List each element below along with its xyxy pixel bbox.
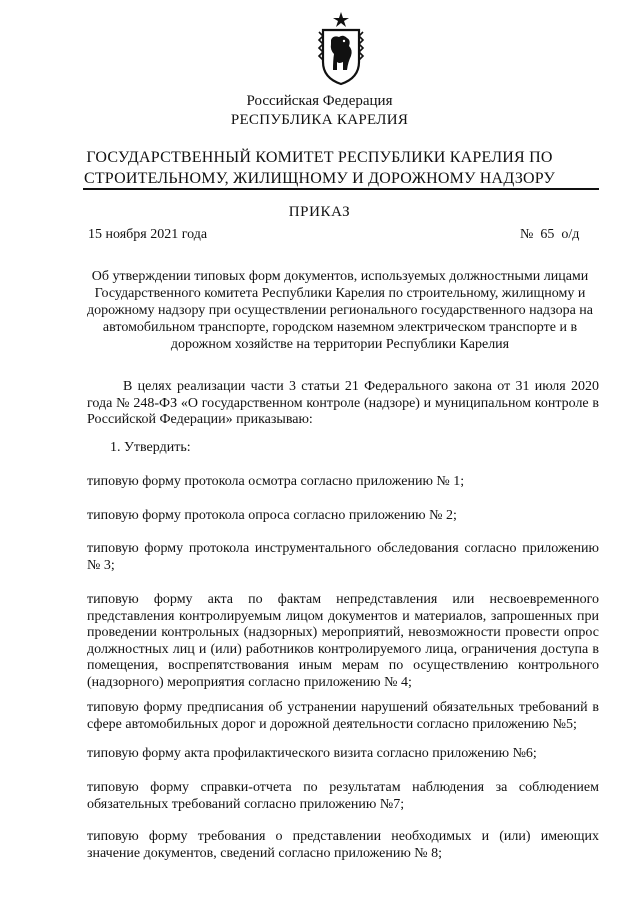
subject-line: автомобильном транспорте, городском наземном электрическом транспорте и в — [102, 320, 578, 335]
subject-line: дорожном хозяйстве на территории Республики Карелия — [170, 337, 510, 352]
approval-item: типовую форму протокола инструментального обследования согласно приложению № 3; — [87, 541, 599, 573]
approval-item: типовую форму акта профилактического визита согласно приложению №6; — [87, 746, 537, 761]
subject-line: дорожному надзору при осуществлении регионального государственного надзора на — [86, 303, 594, 318]
karelia-coat-of-arms-icon — [313, 10, 369, 86]
order-title: ПРИКАЗ — [288, 204, 351, 220]
order-number: № 65 о/д — [520, 227, 580, 242]
approval-item: типовую форму акта по фактам непредставления или несвоевременного представления контролируемым лицом документов и материалов, запрошенных при проведении контрольных (надзорных) мероприятий, невозможности провести опрос должностных лиц и (или) работников контролируемого лица, ограничения доступа в помещения, воспрепятствования иным мерам по осуществлению контрольного (надзорного) мероприятия согласно приложению № 4; — [87, 592, 599, 690]
header-divider — [83, 188, 599, 190]
approval-item: типовую форму протокола опроса согласно приложению № 2; — [87, 508, 457, 523]
organization-line-2: СТРОИТЕЛЬНОМУ, ЖИЛИЩНОМУ И ДОРОЖНОМУ НАДЗОРУ — [83, 170, 556, 187]
subject-line: Государственного комитета Республики Карелия по строительному, жилищному и — [94, 286, 586, 301]
order-subject — [80, 268, 600, 353]
approval-item: типовую форму требования о представлении необходимых и (или) имеющих значение документов, сведений согласно приложению № 8; — [87, 829, 599, 861]
approve-heading: 1. Утвердить: — [110, 440, 191, 455]
order-date: 15 ноября 2021 года — [88, 227, 208, 242]
country-name: Российская Федерация — [246, 93, 393, 109]
organization-name — [0, 147, 639, 189]
approval-item: типовую форму протокола осмотра согласно приложению № 1; — [87, 474, 465, 489]
approval-item: типовую форму предписания об устранении нарушений обязательных требований в сфере автомобильных дорог и дорожной деятельности согласно приложению №5; — [87, 700, 599, 732]
intro-paragraph: В целях реализации части 3 статьи 21 Федерального закона от 31 июля 2020 года № 248-ФЗ «О государственном контроле (надзоре) и муниципальном контроле в Российской Федерации» приказываю: — [87, 379, 599, 427]
approval-item: типовую форму справки-отчета по результатам наблюдения за соблюдением обязательных требований согласно приложению №7; — [87, 780, 599, 812]
subject-line: Об утверждении типовых форм документов, используемых должностными лицами — [91, 269, 589, 284]
organization-line-1: ГОСУДАРСТВЕННЫЙ КОМИТЕТ РЕСПУБЛИКИ КАРЕЛИЯ ПО — [86, 149, 553, 166]
republic-name: РЕСПУБЛИКА КАРЕЛИЯ — [230, 112, 409, 128]
